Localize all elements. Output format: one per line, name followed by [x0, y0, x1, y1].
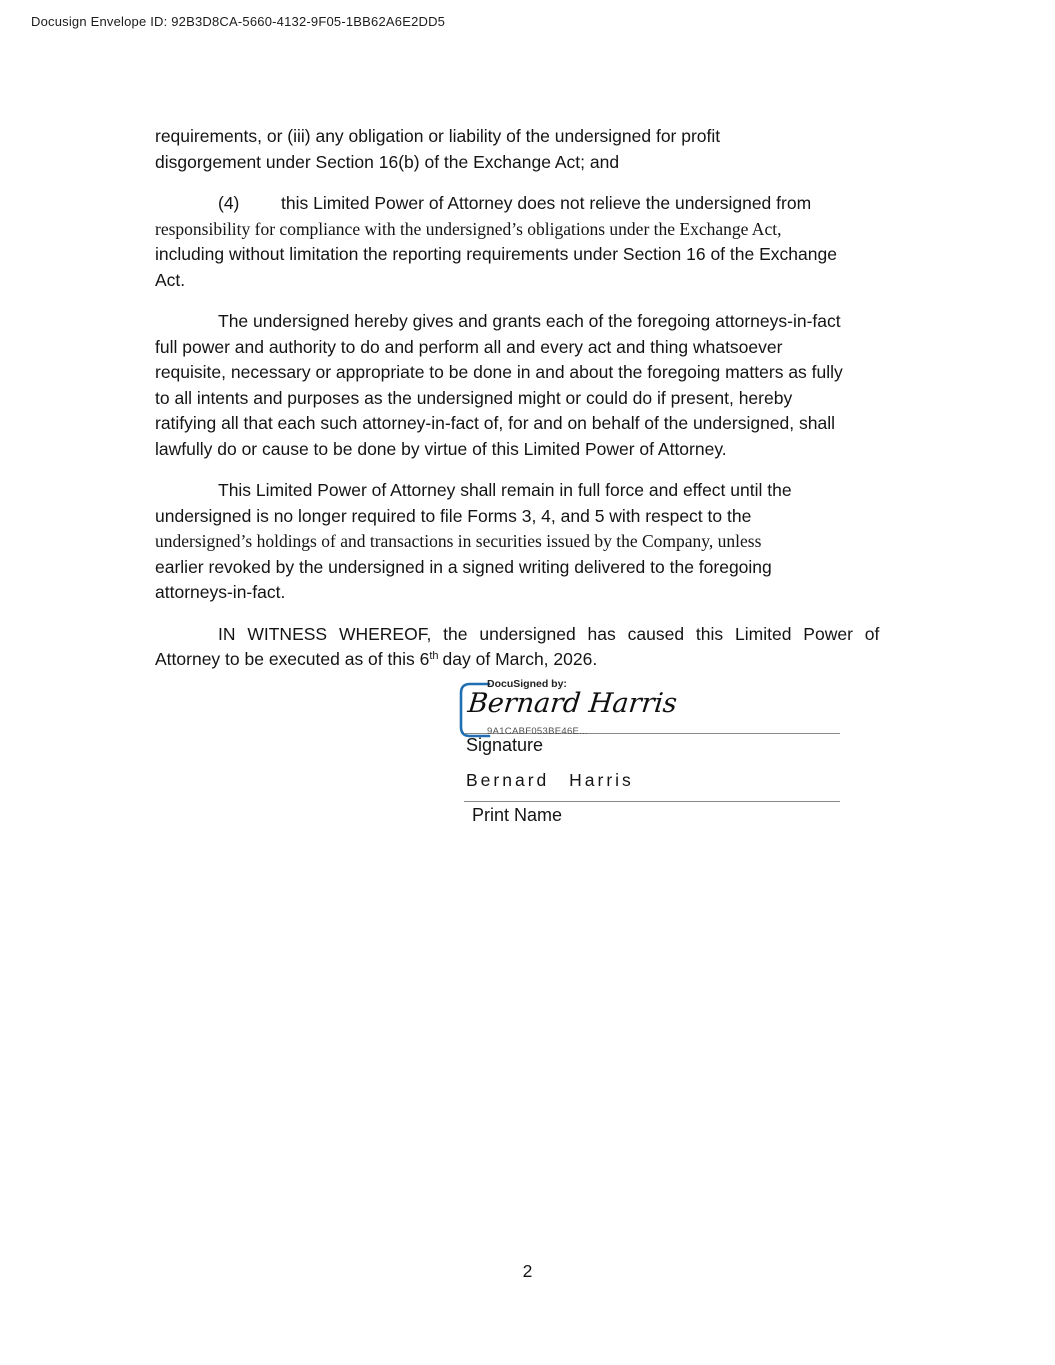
print-name-line [464, 801, 840, 802]
text-line [155, 191, 900, 217]
signature-line [464, 733, 840, 734]
ordinal-superscript: th [429, 650, 439, 662]
paragraph [155, 478, 900, 606]
text-line: including without limitation the reporting requirements under Section 16 of the Exchange [155, 244, 837, 264]
text-line: This Limited Power of Attorney shall remain in full force and effect until the [218, 480, 792, 500]
text-line: disgorgement under Section 16(b) of the Exchange Act; and [155, 151, 620, 172]
text-line: requisite, necessary or appropriate to be done in and about the foregoing matters as fully [155, 362, 843, 382]
paragraph [155, 191, 900, 293]
text-line: lawfully do or cause to be done by virtue of this Limited Power of Attorney. [155, 438, 727, 459]
text-line: undersigned is no longer required to file Forms 3, 4, and 5 with respect to the [155, 505, 752, 526]
signature-handwriting: Bernard Harris [466, 688, 679, 719]
docusigned-by-label: DocuSigned by: [487, 678, 567, 690]
text-segment: day of March, 2026. [442, 649, 598, 669]
print-name-value: Bernard Harris [466, 770, 634, 790]
text-line: earlier revoked by the undersigned in a signed writing delivered to the foregoing [155, 556, 772, 577]
docusign-signature-id: 9A1CABF053BE46E... [487, 726, 588, 737]
text-segment: Attorney to be executed as of this 6 [155, 649, 430, 669]
text-line: attorneys-in-fact. [155, 582, 286, 602]
text-line: requirements, or (iii) any obligation or liability of the undersigned for profit [155, 126, 721, 146]
document-body [155, 124, 900, 692]
text-line: IN WITNESS WHEREOF, the undersigned has caused this Limited Power of [218, 623, 880, 644]
list-marker: (4) [218, 193, 240, 213]
text-segment: this Limited Power of Attorney does not relieve the undersigned from [281, 193, 812, 213]
paragraph [155, 124, 900, 175]
text-line: ratifying all that each such attorney-in-fact of, for and on behalf of the undersigned, shall [155, 413, 835, 433]
docusign-envelope-id: Docusign Envelope ID: 92B3D8CA-5660-4132-9F05-1BB62A6E2DD5 [31, 14, 446, 29]
text-line: The undersigned hereby gives and grants each of the foregoing attorneys-in-fact [218, 311, 841, 331]
signature-label: Signature [466, 735, 544, 755]
page-number: 2 [522, 1261, 533, 1281]
print-name-label: Print Name [472, 805, 563, 825]
text-line: full power and authority to do and perform all and every act and thing whatsoever [155, 336, 783, 357]
paragraph [155, 622, 900, 676]
text-line [155, 647, 900, 676]
paragraph [155, 309, 900, 462]
text-line: Act. [155, 269, 186, 290]
text-line: undersigned’s holdings of and transactions in securities issued by the Company, unless [155, 531, 762, 551]
text-line: to all intents and purposes as the undersigned might or could do if present, hereby [155, 387, 793, 408]
text-line: responsibility for compliance with the undersigned’s obligations under the Exchange Act, [155, 218, 782, 239]
